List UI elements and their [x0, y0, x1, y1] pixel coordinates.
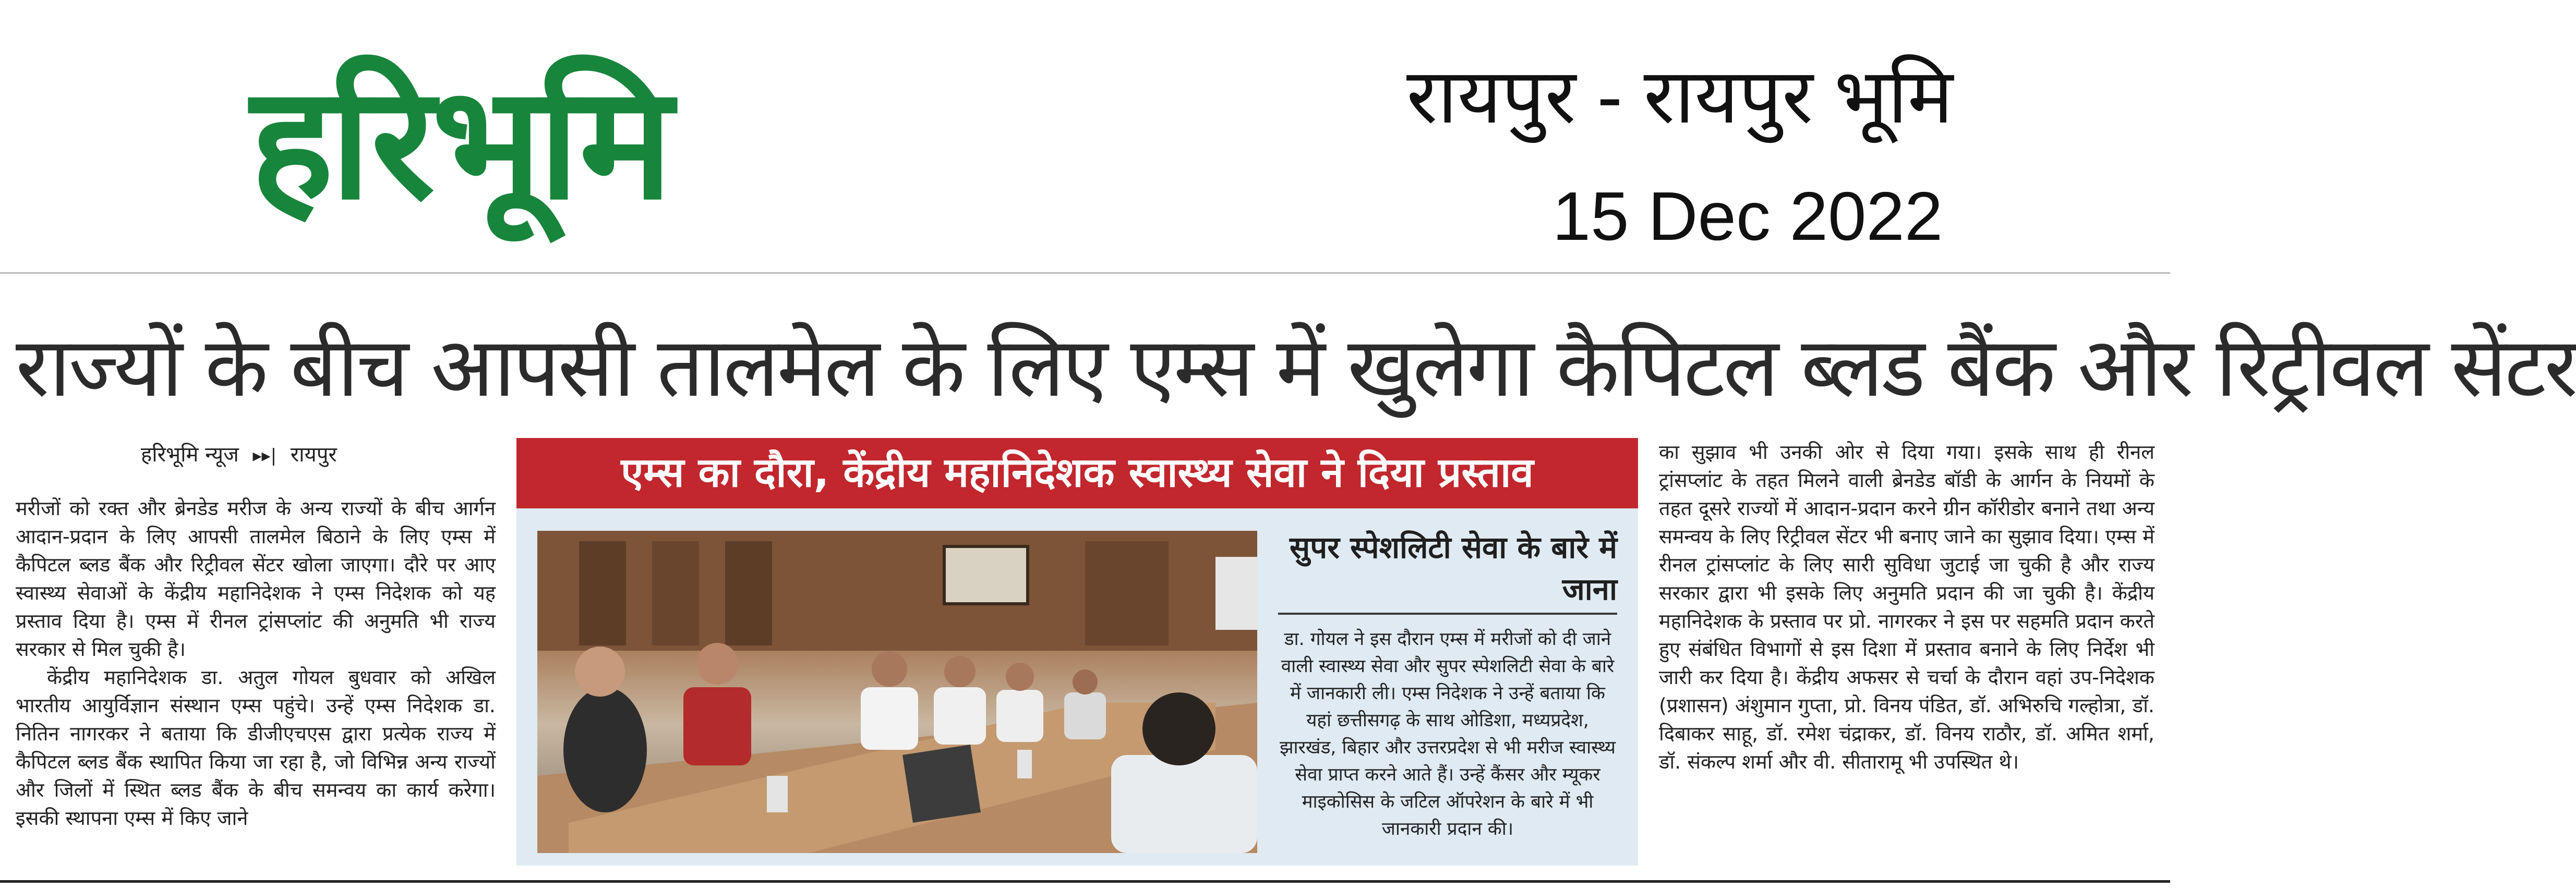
article-headline: राज्यों के बीच आपसी तालमेल के लिए एम्स में खुलेगा कैपिटल ब्लड बैंक और रिट्रीवल सेंटर [16, 320, 2576, 416]
masthead [0, 0, 2170, 271]
story-box [516, 438, 1638, 866]
meeting-photo-illustration [537, 531, 1257, 853]
newspaper-logo: हरिभूमि [250, 52, 670, 234]
byline [141, 439, 454, 470]
article-paragraph: केंद्रीय महानिदेशक डा. अतुल गोयल बुधवार को अखिल भारतीय आयुर्विज्ञान संस्थान एम्स पहुंचे। उन्हें एम्स निदेशक डा. नितिन नागरकर ने बताया कि डीजीएचएस द्वारा प्रत्येक राज्य में कैपिटल ब्लड बैंक स्थापित किया जा रहा है, जो विभिन्न अन्य राज्यों और जिलों में स्थित ब्लड बैंक के बीच समन्वय का कार्य करेगा। इसकी स्थापना एम्स में किए जाने [16, 666, 496, 830]
meeting-photo [537, 531, 1257, 853]
sub-headline: सुपर स्पेशलिटी सेवा के बारे में जाना [1290, 530, 1617, 607]
edition-name: रायपुर - रायपुर भूमि [1406, 54, 1953, 139]
byline-separator-icon: ▸▸| [252, 445, 277, 466]
sub-headline-divider [1278, 613, 1617, 615]
story-banner: एम्स का दौरा, केंद्रीय महानिदेशक स्वास्थ्य सेवा ने दिया प्रस्ताव [516, 438, 1638, 508]
article-paragraph: मरीजों को रक्त और ब्रेनडेड मरीज के अन्य राज्यों के बीच आर्गन आदान-प्रदान के लिए आपसी तालमेल बिठाने के लिए एम्स में कैपिटल ब्लड बैंक और रिट्रीवल सेंटर खोला जाएगा। दौरे पर आए स्वास्थ्य सेवाओं के केंद्रीय महानिदेशक ने एम्स निदेशक को यह प्रस्ताव दिया है। एम्स में रीनल ट्रांसप्लांट की अनुमति भी राज्य सरकार से मिल चुकी है। [16, 497, 496, 661]
publication-date: 15 Dec 2022 [1552, 178, 1943, 254]
article-paragraph: का सुझाव भी उनकी ओर से दिया गया। इसके साथ ही रीनल ट्रांसप्लांट के तहत मिलने वाली ब्रेनडेड बॉडी के आर्गन के नियमों के तहत दूसरे राज्यों में आदान-प्रदान करने ग्रीन कॉरीडोर बनाने तथा अन्य समन्वय के लिए रिट्रीवल सेंटर भी बनाए जाने का सुझाव दिया। एम्स में रीनल ट्रांसप्लांट के लिए सारी सुविधा जुटाई जा चुकी है और राज्य सरकार द्वारा भी इसके लिए अनुमति प्रदान की जा चुकी है। केंद्रीय महानिदेशक के प्रस्ताव पर प्रो. नागरकर ने इस पर सहमति प्रदान करते हुए संबंधित विभागों से इस दिशा में प्रस्ताव बनाने के लिए निर्देश भी जारी कर दिया है। केंद्रीय अफसर से चर्चा के दौरान वहां उप-निदेशक (प्रशासन) अंशुमान गुप्ता, प्रो. विनय पंडित, डॉ. अभिरुचि गल्होत्रा, डॉ. दिबाकर साहू, डॉ. रमेश चंद्राकर, डॉ. विनय राठौर, डॉ. अमित शर्मा, डॉ. संकल्प शर्मा और वी. सीतारामू भी उपस्थित थे। [1659, 441, 2154, 773]
masthead-divider [0, 272, 2170, 274]
bottom-divider [0, 880, 2170, 883]
article-column-left [16, 494, 496, 875]
sub-article-text: डा. गोयल ने इस दौरान एम्स में मरीजों को दी जाने वाली स्वास्थ्य सेवा और सुपर स्पेशलिटी सेवा के बारे में जानकारी ली। एम्स निदेशक ने उन्हें बताया कि यहां छत्तीसगढ़ के साथ ओडिशा, मध्यप्रदेश, झारखंड, बिहार और उत्तरप्रदेश से भी मरीज स्वास्थ्य सेवा प्राप्त करने आते हैं। उन्हें कैंसर और म्यूकर माइकोसिस के जटिल ऑपरेशन के बारे में भी जानकारी प्रदान की। [1280, 629, 1616, 839]
byline-source: हरिभूमि न्यूज [141, 443, 239, 467]
byline-city: रायपुर [290, 443, 337, 467]
article-column-right [1659, 438, 2154, 876]
